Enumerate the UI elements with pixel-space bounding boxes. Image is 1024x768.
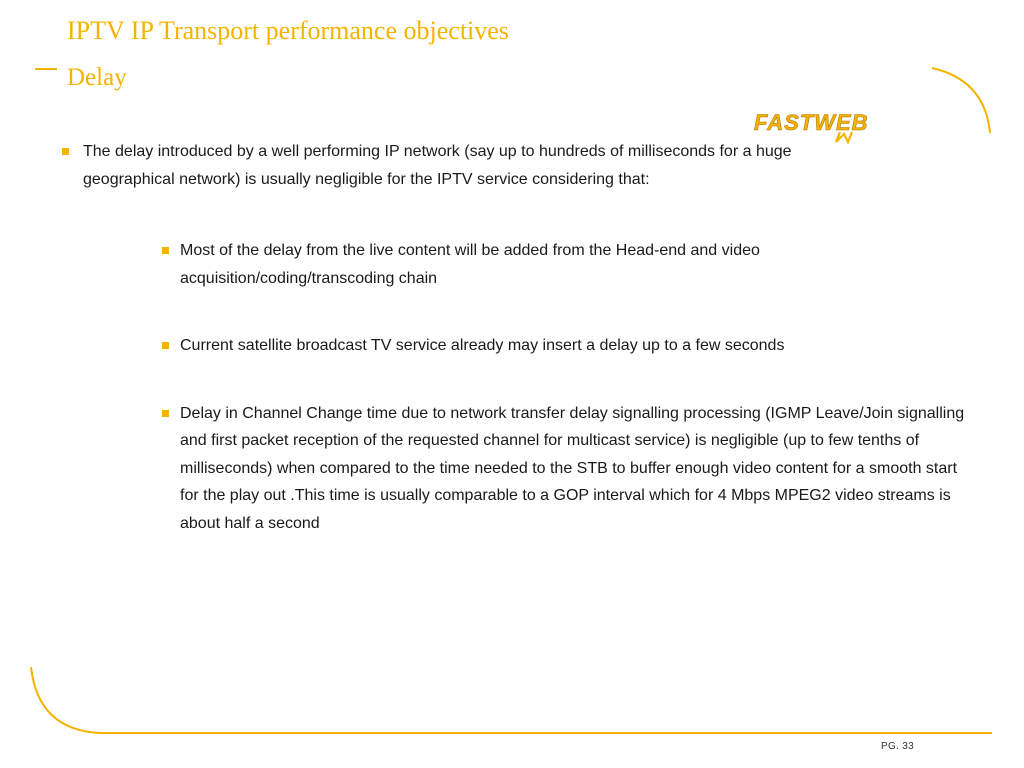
slide-title: IPTV IP Transport performance objectives [67,16,509,45]
slide-content [62,138,965,537]
bullet-text: Most of the delay from the live content will be added from the Head-end and video acquisition/coding/transcoding chain [180,242,760,287]
page-number: PG. 33 [881,741,914,752]
logo-text: FASTWEB [754,110,869,135]
bullet-item-2 [162,237,970,292]
top-right-arc [932,68,990,133]
bullet-text: The delay introduced by a well performing IP network (say up to hundreds of milliseconds for a huge geographical network) is usually negligible for the IPTV service considering that: [83,143,792,188]
bullet-text: Delay in Channel Change time due to network transfer delay signalling processing (IGMP Leave/Join signalling and first packet reception of the requested channel for multicast service) is negligible (up to few tenths of milliseconds) when compared to the time needed to the STB to buffer enough video content for a smooth start for the play out .This time is usually comparable to a GOP interval which for 4 Mbps MPEG2 video streams is about half a second [180,404,965,532]
bullet-square-icon [162,342,169,349]
bullet-square-icon [62,148,69,155]
bullet-text: Current satellite broadcast TV service already may insert a delay up to a few seconds [180,337,785,354]
bottom-frame-line [31,667,992,733]
bullet-square-icon [162,410,169,417]
bullet-item-4 [162,400,970,538]
bullet-item-1 [62,138,883,193]
bullet-square-icon [162,247,169,254]
slide-subtitle: Delay [67,64,127,91]
bullet-item-3 [162,332,970,360]
